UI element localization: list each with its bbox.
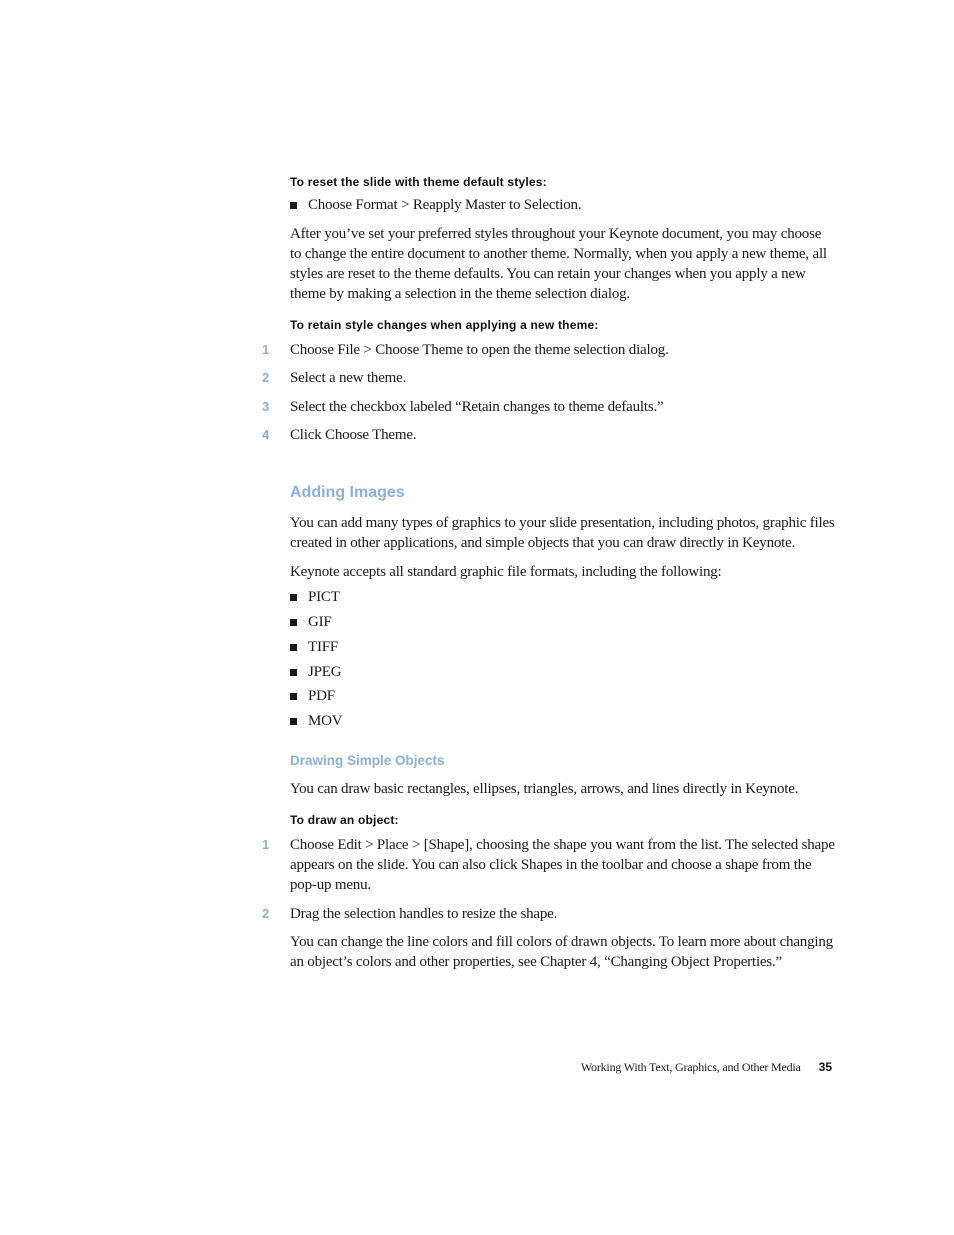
task-heading-retain: To retain style changes when applying a new theme:: [290, 318, 599, 332]
section-heading-adding-images: Adding Images: [290, 484, 405, 501]
bullet-text: Choose Format > Reapply Master to Selection.: [308, 197, 582, 213]
step-number: 3: [262, 399, 270, 414]
format-name: JPEG: [308, 664, 342, 680]
bullet-square-icon: [290, 202, 297, 209]
bullet-square-icon: [290, 594, 297, 601]
step-text: Choose Edit > Place > [Shape], choosing the shape you want from the list. The selected shape appears on the slide. You can also click Shapes in the toolbar and choose a shape from the pop-up menu.: [290, 837, 835, 893]
bullet-square-icon: [290, 718, 297, 725]
subsection-heading-drawing: Drawing Simple Objects: [290, 753, 445, 768]
step-text: Select the checkbox labeled “Retain changes to theme defaults.”: [290, 399, 664, 415]
format-name: PICT: [308, 589, 340, 605]
paragraph-closing: You can change the line colors and fill colors of drawn objects. To learn more about changing an object’s colors and other properties, see Chapter 4, “Changing Object Properties.”: [290, 934, 833, 970]
task-heading-draw: To draw an object:: [290, 813, 399, 827]
format-name: GIF: [308, 614, 332, 630]
paragraph-drawing: You can draw basic rectangles, ellipses, triangles, arrows, and lines directly in Keynote.: [290, 781, 799, 797]
step-text: Choose File > Choose Theme to open the theme selection dialog.: [290, 342, 669, 358]
step-number: 2: [262, 906, 270, 921]
bullet-square-icon: [290, 619, 297, 626]
footer-chapter-title: Working With Text, Graphics, and Other Media: [580, 1060, 801, 1074]
bullet-square-icon: [290, 669, 297, 676]
step-number: 4: [262, 427, 270, 442]
task-heading-reset: To reset the slide with theme default styles:: [290, 175, 547, 189]
paragraph-adding-images: You can add many types of graphics to your slide presentation, including photos, graphic files created in other applications, and simple objects that you can draw directly in Keynote.: [290, 515, 835, 551]
step-number: 2: [262, 370, 270, 385]
format-name: TIFF: [308, 639, 339, 655]
paragraph-after-styles: After you’ve set your preferred styles throughout your Keynote document, you may choose to change the entire document to another theme. Normally, when you apply a new theme, all styles are reset to the theme defaults. You can retain your changes when you apply a new theme by making a selection in the theme selection dialog.: [290, 226, 827, 302]
page-number: 35: [818, 1060, 832, 1074]
format-name: PDF: [308, 688, 335, 704]
step-text: Click Choose Theme.: [290, 427, 417, 443]
bullet-square-icon: [290, 693, 297, 700]
step-number: 1: [262, 342, 270, 357]
format-name: MOV: [308, 713, 343, 729]
page-footer: [581, 1060, 832, 1075]
bullet-square-icon: [290, 644, 297, 651]
step-text: Select a new theme.: [290, 370, 407, 386]
paragraph-formats-intro: Keynote accepts all standard graphic file formats, including the following:: [290, 564, 722, 580]
step-text: Drag the selection handles to resize the shape.: [290, 906, 558, 922]
step-number: 1: [262, 837, 270, 852]
